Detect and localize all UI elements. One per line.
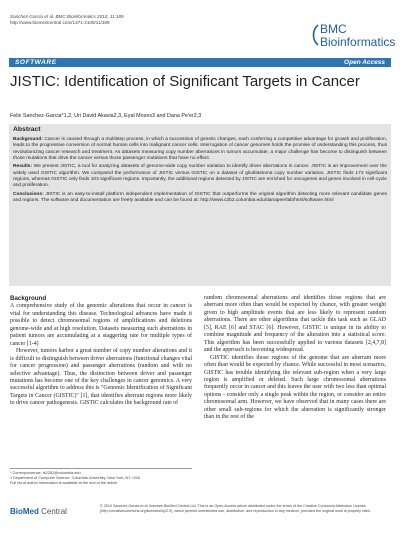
background-text: Cancer is caused through a multistep process, in which a succession of genetic changes, each conferring a competitive advantage for growth and proliferation, leads to the progressive conversion of normal human cells into malignant cancer cells. Interrogation of cancer genomes holds the promise of understanding this process, thus revolutionizing cancer research and treatment. As datasets measuring copy number aberrations in tumors accumulate, a major challenge has become to distinguish between those mutations that drive the cancer versus those passenger mutations that have no effect. bbox=[13, 137, 387, 161]
body-column-right bbox=[204, 295, 386, 422]
conclusions-text: JISTIC is an easy-to-install platform independent implementation of GISTIC that outperforms the original algorithm detecting more relevant candidate genes and regions. The software and documentation are freely available and can be found at: http://www.c2b2.columbia.edu/danapeerlab/html/software.html bbox=[13, 191, 387, 204]
abstract-box bbox=[9, 124, 391, 286]
journal-logo-name: Bioinformatics bbox=[320, 35, 396, 49]
open-access-label: Open Access bbox=[344, 59, 385, 66]
conclusions-label: Conclusions: bbox=[13, 191, 44, 197]
abstract-results bbox=[13, 164, 387, 189]
body-paragraph: GISTIC identifies those regions of the genome that are aberrant more often than would be expected by chance. While successful in most scenarios, GISTIC has trouble identifying the relevant sub-region when a very large region is amplified or deleted. Such large chromosomal aberrations frequently occur in cancer and this leaves the user with two less than optimal options - consider only a single peak within the region, or consider an entire chromosomal arm. However, we have observed that in many cases there are other small sub-regions for which the aberration is significantly stronger than in the rest of the bbox=[204, 354, 386, 421]
publisher-logo-rest: Central bbox=[41, 507, 67, 516]
background-heading: Background bbox=[10, 295, 47, 302]
affiliation-note: 1 Department of Computer Science, Columbia University, New York, NY, USA bbox=[10, 476, 141, 480]
publisher-logo-main: BioMed bbox=[10, 507, 39, 516]
body-paragraph: However, tumors harbor a great number of copy number alterations and it is difficult to distinguish between driver aberrations (functional changes vital for cancer progression) and passenger aberrations (random and with no selective advantage). Thus, the distinction between driver and passenger mutations has become one of the key challenges in cancer genomics. A very successful algorithm to address this is "Genomic Identification of Significant Targets in Cancer (GISTIC)" [1], that identifies aberrant regions more likely to drive cancer pathogenesis. GISTIC calculates the background rate of bbox=[10, 348, 192, 407]
abstract-background bbox=[13, 137, 387, 162]
publisher-logo bbox=[10, 507, 67, 516]
abstract-conclusions bbox=[13, 192, 387, 205]
abstract-heading: Abstract bbox=[13, 126, 41, 133]
footnotes bbox=[10, 468, 192, 486]
section-label: SOFTWARE bbox=[15, 59, 57, 66]
results-label: Results: bbox=[13, 164, 33, 170]
results-text: We present JISTIC, a tool for analyzing datasets of genome-wide copy number variation to identify driver aberrations in cancer. JISTIC is an improvement over the widely used GISTIC algorithm. We compared the performance of JISTIC versus GISTIC on a dataset of glioblastoma copy number variation, JISTIC finds 173 significant regions, whereas GISTIC only finds 103 significant regions. Importantly, the additional regions detected by JISTIC are enriched for oncogenes and genes involved in cell-cycle and proliferation. bbox=[13, 164, 387, 189]
author-list: Felix Sanchez-Garcia*1,2, Uri David Akavia2,3, Eyal Mozes3 and Dana Pe'er2,3 bbox=[10, 113, 202, 119]
body-paragraph: random chromosomal aberrations and identifies those regions that are aberrant more often than would be expected by chance, with greater weight given to high amplitude events that are less likely to represent random aberrations. There are other algorithms that tackle this task such as GLAD [5], RAE [6] and STAC [6]. However, GISTIC is unique in its ability to combine magnitude and frequency of the alteration into a statistical score. This algorithm has been successfully applied to various datasets [2,4,7,8] and the approach is becoming widespread. bbox=[204, 295, 386, 354]
citation-line: Sanchez-Garcia et al. BMC Bioinformatics 2010, 11:189 bbox=[10, 14, 124, 19]
article-title: JISTIC: Identification of Significant Targets in Cancer bbox=[10, 73, 360, 90]
journal-logo[interactable] bbox=[310, 22, 396, 56]
section-banner bbox=[9, 58, 391, 67]
swoosh-icon bbox=[310, 24, 320, 46]
page-footer bbox=[10, 502, 390, 526]
author-info-note: Full list of author information is available at the end of the article bbox=[10, 481, 118, 485]
abstract-body bbox=[13, 137, 387, 207]
license-text: © 2010 Sanchez-Garcia et al; licensee BioMed Central Ltd. This is an Open Access article distributed under the terms of the Creative Commons Attribution License (http://creativecommons.org/licenses/by/2.0), which permits unrestricted use, distribution, and reproduction in any medium, provided the original work is properly cited. bbox=[100, 504, 371, 513]
article-url[interactable]: http://www.biomedcentral.com/1471-2105/11/189 bbox=[10, 20, 110, 26]
citation-block bbox=[10, 14, 124, 26]
journal-logo-bmc: BMC bbox=[320, 22, 347, 36]
body-paragraph: A comprehensive study of the genomic alterations that occur in cancer is vital for understanding this disease. Technological advances have made it possible to detect chromosomal regions of amplifications and deletions genome-wide and at high resolution. Datasets measuring such aberrations in patient tumors are accumulating at a staggering rate for multiple types of cancer [1-4] bbox=[10, 303, 192, 347]
correspondence-note: * Correspondence: fs2282@columbia.edu bbox=[10, 471, 81, 475]
body-column-left bbox=[10, 295, 192, 408]
background-label: Background: bbox=[13, 137, 43, 142]
